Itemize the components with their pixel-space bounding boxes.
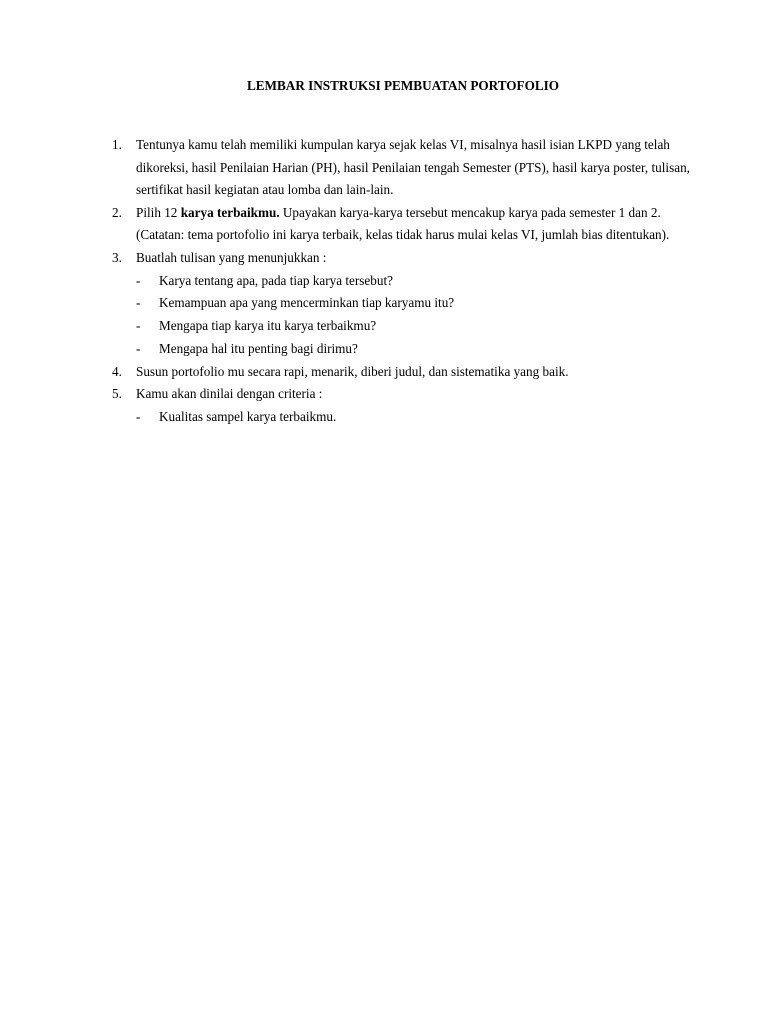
list-item	[112, 361, 692, 384]
list-item-text-start: Pilih 12	[136, 204, 181, 220]
sub-list-marker: -	[136, 318, 141, 334]
sub-list-marker: -	[136, 408, 141, 424]
sub-list-item	[136, 315, 692, 338]
list-item	[112, 134, 692, 202]
list-item-text: Tentunya kamu telah memiliki kumpulan karya sejak kelas VI, misalnya hasil isian LKPD yang telah dikoreksi, hasil Penilaian Harian (PH), hasil Penilaian tengah Semester (PTS), hasil karya poster, tulisan, sertifikat hasil kegiatan atau lomba dan lain-lain.	[136, 137, 690, 198]
list-item	[112, 383, 692, 428]
list-item-text: Susun portofolio mu secara rapi, menarik, diberi judul, dan sistematika yang baik.	[136, 363, 569, 379]
list-item-number: 3.	[112, 249, 122, 265]
sub-list-item	[136, 406, 692, 429]
list-item-number: 2.	[112, 204, 122, 220]
sub-list-item	[136, 292, 692, 315]
sub-list-item	[136, 270, 692, 293]
sub-list-marker: -	[136, 295, 141, 311]
sub-list-marker: -	[136, 340, 141, 356]
list-item-text-end: Upayakan karya-karya tersebut mencakup karya pada semester 1 dan 2. (Catatan: tema portofolio ini karya terbaik, kelas tidak harus mulai kelas VI, jumlah bias ditentukan).	[136, 204, 670, 243]
sub-list	[136, 270, 692, 361]
list-item	[112, 202, 692, 247]
sub-list-text: Mengapa tiap karya itu karya terbaikmu?	[159, 318, 377, 334]
instruction-list	[112, 134, 692, 429]
sub-list-text: Kualitas sampel karya terbaikmu.	[159, 408, 337, 424]
sub-list-text: Karya tentang apa, pada tiap karya tersebut?	[159, 272, 393, 288]
list-item-text: Buatlah tulisan yang menunjukkan :	[136, 249, 327, 265]
list-item-text: Kamu akan dinilai dengan criteria :	[136, 386, 323, 402]
list-item-number: 1.	[112, 137, 122, 152]
sub-list-text: Kemampuan apa yang mencerminkan tiap karyamu itu?	[159, 295, 455, 311]
list-item-bold-text: karya terbaikmu.	[180, 204, 280, 220]
list-item	[112, 247, 692, 361]
sub-list-item	[136, 338, 692, 361]
document-title: LEMBAR INSTRUKSI PEMBUATAN PORTOFOLIO	[246, 78, 560, 93]
list-item-number: 5.	[112, 386, 122, 402]
sub-list-marker: -	[136, 272, 141, 288]
sub-list	[136, 406, 692, 429]
list-item-number: 4.	[112, 363, 122, 379]
sub-list-text: Mengapa hal itu penting bagi dirimu?	[159, 340, 358, 356]
